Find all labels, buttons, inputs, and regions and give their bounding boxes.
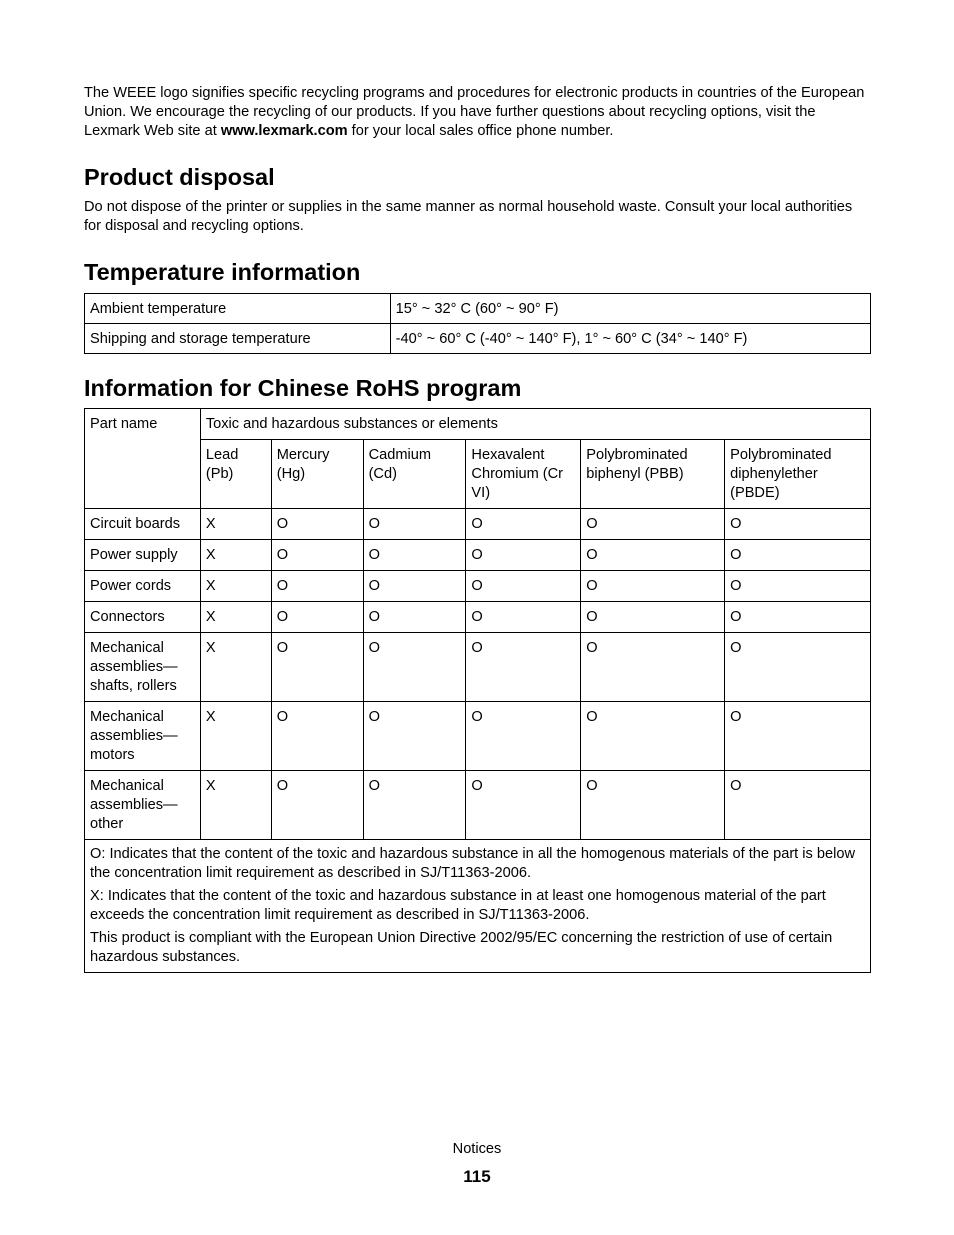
weee-text-after: for your local sales office phone number. [347,123,614,139]
column-header: Cadmium (Cd) [363,440,466,509]
value-cell: O [363,702,466,771]
value-cell: O [466,702,581,771]
part-cell: Mechanical assemblies—other [85,771,201,840]
temperature-label: Ambient temperature [85,294,391,324]
rohs-heading: Information for Chinese RoHS program [84,375,522,401]
value-cell: O [581,540,725,571]
table-row [85,571,871,602]
value-cell: O [725,509,871,540]
value-cell: O [725,771,871,840]
value-cell: O [271,771,363,840]
value-cell: O [466,540,581,571]
value-cell: O [271,571,363,602]
value-cell: O [466,602,581,633]
value-cell: X [200,602,271,633]
table-row [85,602,871,633]
table-row [85,324,871,354]
value-cell: O [363,571,466,602]
value-cell: X [200,702,271,771]
weee-text-before: The WEEE logo signifies specific recycling programs and procedures for electronic products in countries of the European Union. We encourage the recycling of our products. If you have further questions about recycling options, visit the Lexmark Web site at [84,85,865,139]
value-cell: O [725,602,871,633]
temperature-table [84,293,871,354]
value-cell: O [466,571,581,602]
lexmark-link[interactable]: www.lexmark.com [220,123,348,139]
product-disposal-heading: Product disposal [84,164,275,190]
value-cell: O [363,602,466,633]
value-cell: O [725,702,871,771]
value-cell: O [271,540,363,571]
column-header: Hexavalent Chromium (Cr VI) [466,440,581,509]
value-cell: X [200,509,271,540]
column-header: Mercury (Hg) [271,440,363,509]
part-cell: Power supply [85,540,201,571]
value-cell: O [466,771,581,840]
value-cell: O [271,509,363,540]
value-cell: O [581,602,725,633]
table-header-row [85,440,871,509]
part-cell: Power cords [85,571,201,602]
part-name-header: Part name [85,409,201,509]
product-disposal-text: Do not dispose of the printer or supplies in the same manner as normal household waste. Consult your local authorities for disposal and recycling options. [84,199,853,234]
substances-header: Toxic and hazardous substances or elements [200,409,870,440]
value-cell: O [363,509,466,540]
value-cell: O [363,771,466,840]
value-cell: O [466,633,581,702]
note-compliance: This product is compliant with the European Union Directive 2002/95/EC concerning the restriction of use of certain hazardous substances. [90,930,833,965]
part-cell: Connectors [85,602,201,633]
value-cell: X [200,633,271,702]
table-row [85,633,871,702]
table-row [85,702,871,771]
value-cell: O [363,633,466,702]
table-row [85,294,871,324]
table-row [85,540,871,571]
value-cell: O [581,771,725,840]
value-cell: O [725,633,871,702]
page-number: 115 [463,1167,491,1186]
note-o: O: Indicates that the content of the toxic and hazardous substance in all the homogenous materials of the part is below the concentration limit requirement as described in SJ/T11363-2006. [90,846,856,881]
value-cell: O [271,602,363,633]
value-cell: O [581,633,725,702]
value-cell: X [200,571,271,602]
value-cell: O [725,571,871,602]
value-cell: O [466,509,581,540]
notes-cell [85,840,871,973]
temperature-value: -40° ~ 60° C (-40° ~ 140° F), 1° ~ 60° C (34° ~ 140° F) [390,324,870,354]
value-cell: O [581,702,725,771]
value-cell: O [581,509,725,540]
document-page [84,84,871,973]
table-row [85,771,871,840]
value-cell: X [200,771,271,840]
value-cell: X [200,540,271,571]
column-header: Polybrominated biphenyl (PBB) [581,440,725,509]
part-cell: Mechanical assemblies—motors [85,702,201,771]
value-cell: O [725,540,871,571]
temperature-label: Shipping and storage temperature [85,324,391,354]
temperature-heading: Temperature information [84,259,361,285]
column-header: Lead (Pb) [200,440,271,509]
footer-section-label: Notices [452,1141,502,1157]
notes-row [85,840,871,973]
table-row [85,509,871,540]
rohs-table [84,408,871,973]
value-cell: O [271,633,363,702]
value-cell: O [271,702,363,771]
value-cell: O [581,571,725,602]
table-header-row [85,409,871,440]
temperature-value: 15° ~ 32° C (60° ~ 90° F) [390,294,870,324]
note-x: X: Indicates that the content of the toxic and hazardous substance in at least one homogenous material of the part exceeds the concentration limit requirement as described in SJ/T11363-2006. [90,888,826,923]
weee-paragraph [84,84,871,141]
column-header: Polybrominated diphenylether (PBDE) [725,440,871,509]
part-cell: Circuit boards [85,509,201,540]
part-cell: Mechanical assemblies—shafts, rollers [85,633,201,702]
value-cell: O [363,540,466,571]
